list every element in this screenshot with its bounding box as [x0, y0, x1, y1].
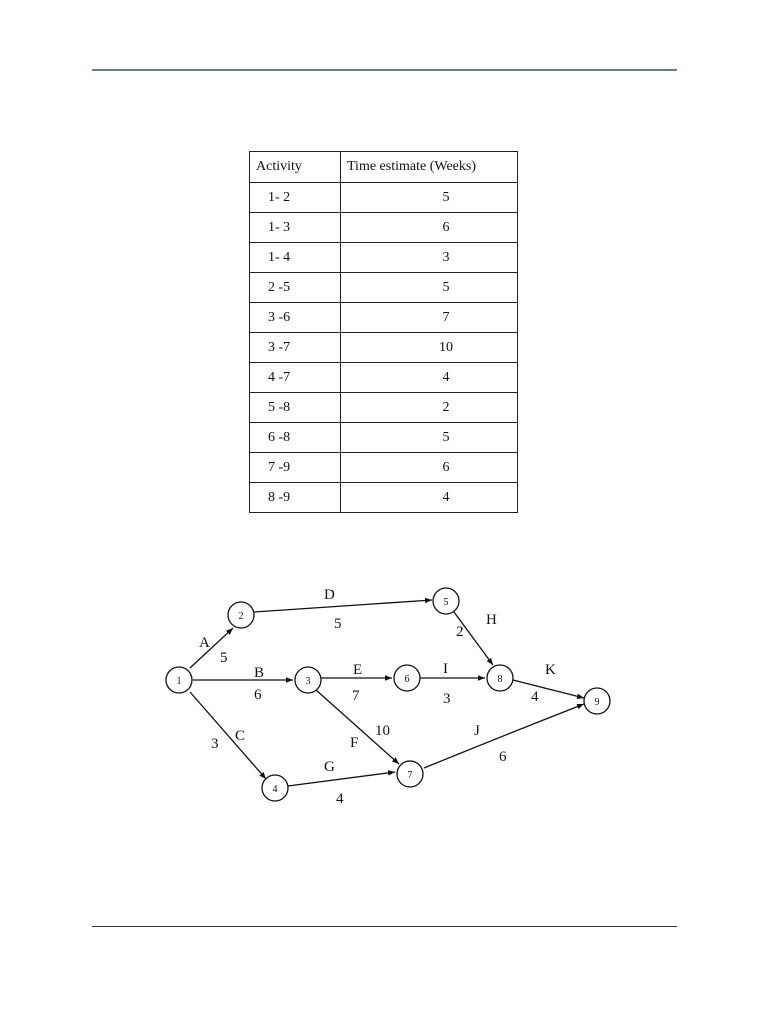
- node-label: 3: [305, 676, 311, 687]
- edge-duration-J: 6: [499, 749, 507, 765]
- time-cell: 2: [341, 393, 518, 423]
- arrow-4-7: [288, 772, 395, 786]
- activity-cell: 5 -8: [250, 393, 341, 423]
- time-cell: 5: [341, 273, 518, 303]
- edge-letter-J: J: [474, 723, 480, 739]
- node-9: [584, 688, 610, 714]
- node-6: [394, 665, 420, 691]
- node-label: 5: [443, 597, 449, 608]
- edge-duration-B: 6: [254, 687, 262, 703]
- time-cell: 6: [341, 213, 518, 243]
- time-cell: 7: [341, 303, 518, 333]
- edge-letter-B: B: [254, 665, 265, 681]
- node-5: [433, 588, 459, 614]
- edge-duration-D: 5: [334, 616, 342, 632]
- time-cell: 6: [341, 453, 518, 483]
- node-label: 7: [407, 770, 413, 781]
- edge-letter-H: H: [486, 612, 497, 628]
- activity-cell: 3 -6: [250, 303, 341, 333]
- edge-duration-G: 4: [336, 791, 344, 807]
- activity-cell: 2 -5: [250, 273, 341, 303]
- time-cell: 5: [341, 423, 518, 453]
- arrow-2-5: [254, 600, 432, 612]
- activity-cell: 7 -9: [250, 453, 341, 483]
- edge-duration-F: 10: [375, 723, 390, 739]
- node-label: 4: [272, 784, 278, 795]
- node-2: [228, 602, 254, 628]
- time-cell: 3: [341, 243, 518, 273]
- node-label: 1: [176, 676, 182, 687]
- edge-letter-C: C: [235, 728, 246, 744]
- edge-duration-K: 4: [531, 689, 539, 705]
- edge-letter-I: I: [443, 661, 448, 677]
- edge-duration-H: 2: [456, 624, 464, 640]
- time-cell: 10: [341, 333, 518, 363]
- activity-cell: 1- 3: [250, 213, 341, 243]
- activity-cell: 1- 2: [250, 183, 341, 213]
- edge-letter-A: A: [199, 635, 210, 651]
- edge-letter-F: F: [350, 735, 359, 751]
- edge-letter-K: K: [545, 662, 556, 678]
- edge-duration-E: 7: [352, 688, 360, 704]
- column-header-activity: Activity: [250, 152, 341, 183]
- edge-duration-C: 3: [211, 736, 219, 752]
- node-label: 2: [238, 611, 244, 622]
- time-cell: 4: [341, 363, 518, 393]
- node-label: 6: [404, 674, 410, 685]
- node-label: 8: [497, 674, 503, 685]
- time-cell: 4: [341, 483, 518, 513]
- edge-letter-G: G: [324, 759, 335, 775]
- column-header-time-estimate: Time estimate (Weeks): [341, 152, 518, 183]
- footer-rule: [92, 926, 677, 927]
- activity-cell: 6 -8: [250, 423, 341, 453]
- edge-duration-I: 3: [443, 691, 451, 707]
- activity-cell: 8 -9: [250, 483, 341, 513]
- node-8: [487, 665, 513, 691]
- edge-duration-A: 5: [220, 650, 228, 666]
- node-label: 9: [594, 697, 600, 708]
- arrow-1-4: [190, 692, 266, 779]
- edge-letter-D: D: [324, 587, 335, 603]
- activity-cell: 3 -7: [250, 333, 341, 363]
- activity-cell: 1- 4: [250, 243, 341, 273]
- activity-cell: 4 -7: [250, 363, 341, 393]
- node-3: [295, 667, 321, 693]
- node-4: [262, 775, 288, 801]
- arrow-8-9: [513, 680, 584, 698]
- time-cell: 5: [341, 183, 518, 213]
- node-7: [397, 761, 423, 787]
- node-1: [166, 667, 192, 693]
- edge-letter-E: E: [353, 662, 363, 678]
